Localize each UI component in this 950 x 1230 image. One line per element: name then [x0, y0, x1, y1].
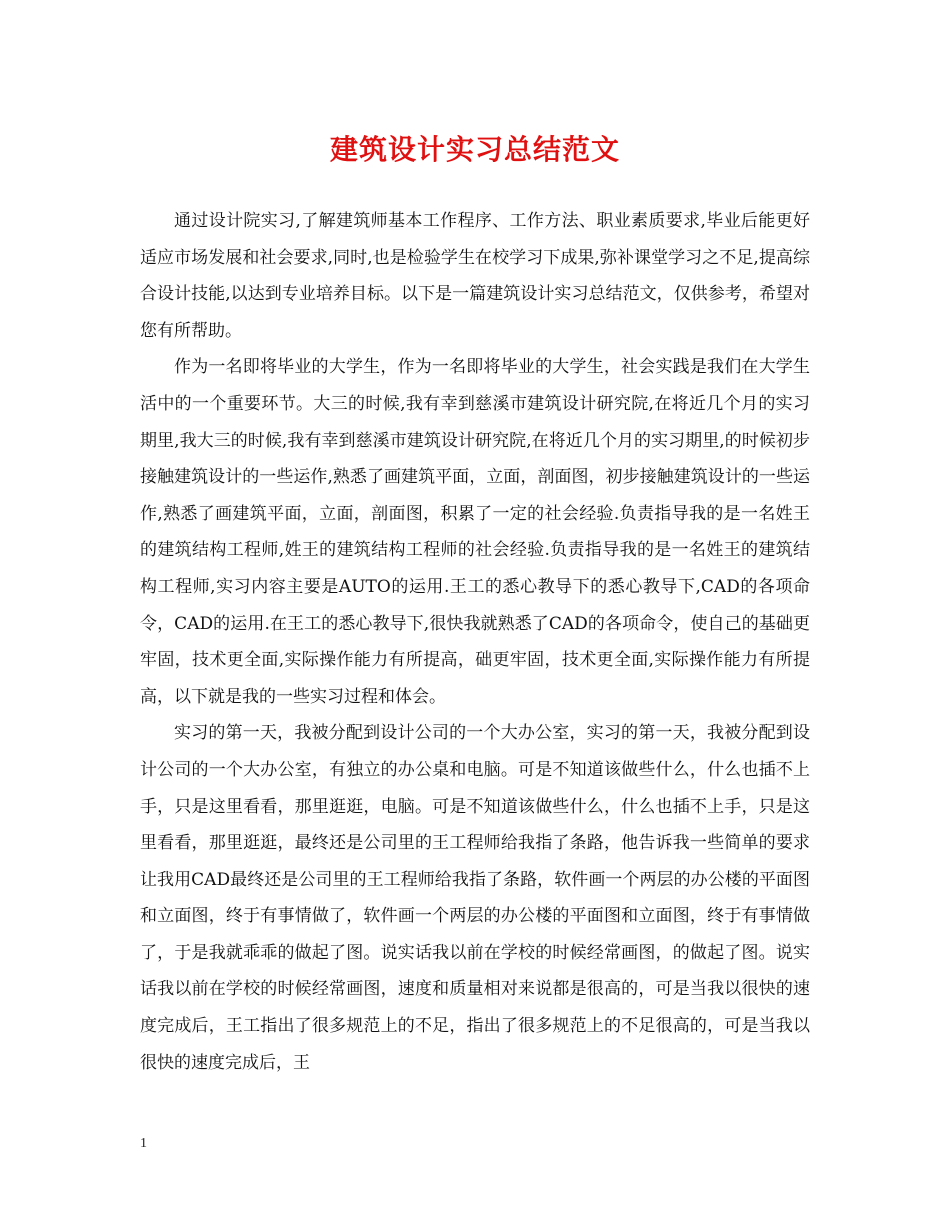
paragraph: 实习的第一天，我被分配到设计公司的一个大办公室，实习的第一天，我被分配到设计公司的一个大办公室，有独立的办公桌和电脑。可是不知道该做些什么，什么也插不上手，只是这里看看，那里逛逛，电脑。可是不知道该做些什么，什么也插不上手，只是这里看看，那里逛逛，最终还是公司里的王工程师给我指了条路，他告诉我一些简单的要求让我用CAD最终还是公司里的王工程师给我指了条路，软件画一个两层的办公楼的平面图和立面图，终于有事情做了，软件画一个两层的办公楼的平面图和立面图，终于有事情做了，于是我就乖乖的做起了图。说实话我以前在学校的时候经常画图，的做起了图。说实话我以前在学校的时候经常画图，速度和质量相对来说都是很高的，可是当我以很快的速度完成后，王工指出了很多规范上的不足，指出了很多规范上的不足很高的，可是当我以很快的速度完成后，王 — [140, 723, 810, 1073]
document-title: 建筑设计实习总结范文 — [329, 133, 620, 166]
page-number: 1 — [140, 1136, 147, 1151]
paragraph: 通过设计院实习,了解建筑师基本工作程序、工作方法、职业素质要求,毕业后能更好适应市场发展和社会要求,同时,也是检验学生在校学习下成果,弥补课堂学习之不足,提高综合设计技能,以达到专业培养目标。以下是一篇建筑设计实习总结范文，仅供参考，希望对您有所帮助。 — [140, 211, 810, 341]
paragraph: 作为一名即将毕业的大学生，作为一名即将毕业的大学生，社会实践是我们在大学生活中的一个重要环节。大三的时候,我有幸到慈溪市建筑设计研究院,在将近几个月的实习期里,我大三的时候,我有幸到慈溪市建筑设计研究院,在将近几个月的实习期里,的时候初步接触建筑设计的一些运作,熟悉了画建筑平面，立面，剖面图，初步接触建筑设计的一些运作,熟悉了画建筑平面，立面，剖面图，积累了一定的社会经验.负责指导我的是一名姓王的建筑结构工程师,姓王的建筑结构工程师的社会经验.负责指导我的是一名姓王的建筑结构工程师,实习内容主要是AUTO的运用.王工的悉心教导下的悉心教导下,CAD的各项命令，CAD的运用.在王工的悉心教导下,很快我就熟悉了CAD的各项命令，使自己的基础更牢固，技术更全面,实际操作能力有所提高，础更牢固，技术更全面,实际操作能力有所提高，以下就是我的一些实习过程和体会。 — [140, 357, 810, 707]
document-body — [140, 203, 810, 1081]
